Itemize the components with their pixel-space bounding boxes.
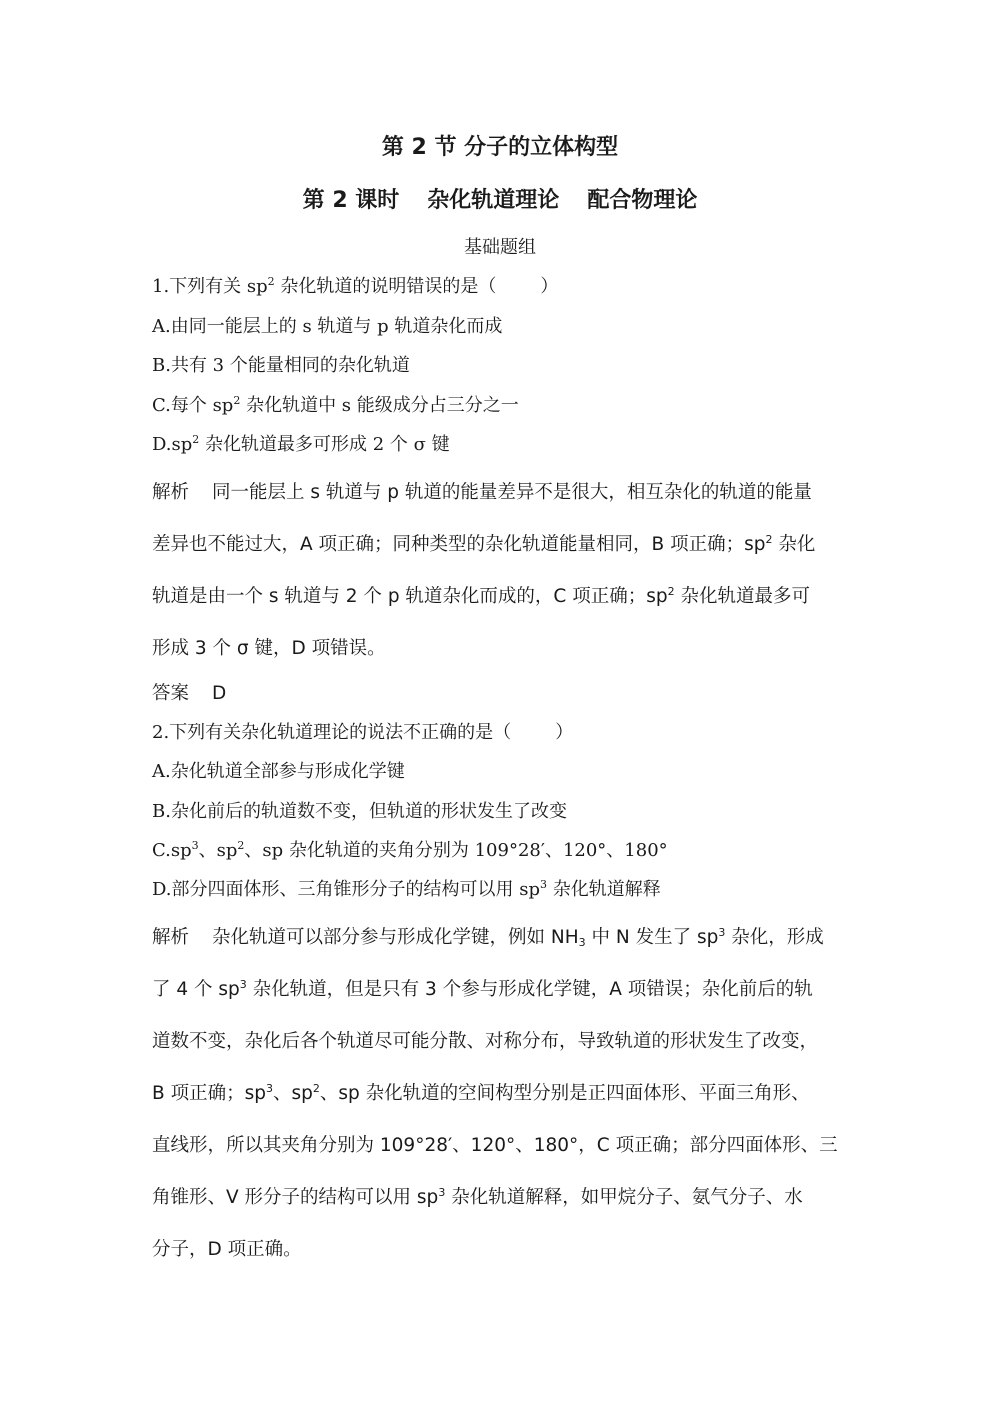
question-1-option-b: B.共有 3 个能量相同的杂化轨道 — [152, 355, 410, 376]
lesson-topic-2: 配合物理论 — [587, 188, 698, 213]
question-1-option-a: A.由同一能层上的 s 轨道与 p 轨道杂化而成 — [152, 316, 503, 337]
question-2-option-d: D.部分四面体形、三角锥形分子的结构可以用 $sp^3$ 杂化轨道解释 — [152, 878, 661, 900]
question-1-option-c: C.每个 $sp^2$ 杂化轨道中 s 能级成分占三分之一 — [152, 394, 519, 416]
lesson-prefix: 第 2 课时 — [302, 188, 400, 213]
section-title: 第 2 节 分子的立体构型 — [381, 135, 619, 160]
question-1-answer — [152, 679, 226, 705]
answer-label: 答案 — [152, 683, 190, 704]
answer-value: D — [212, 683, 227, 704]
question-1-option-d: $D.sp^2$ 杂化轨道最多可形成 2 个 σ 键 — [152, 433, 450, 455]
question-2-option-a: A.杂化轨道全部参与形成化学键 — [152, 761, 405, 782]
lesson-title — [0, 183, 1000, 214]
question-1-stem: 1.下列有关 $sp^2$ 杂化轨道的说明错误的是（ ） — [152, 275, 559, 297]
question-2-option-c: $C.sp^3$、$sp^2$、sp 杂化轨道的夹角分别为 109°28′、120°、180° — [152, 839, 668, 861]
analysis-label: 解析 — [152, 927, 190, 948]
question-2-option-b: B.杂化前后的轨道数不变，但轨道的形状发生了改变 — [152, 801, 567, 822]
lesson-topic-1: 杂化轨道理论 — [427, 188, 560, 213]
analysis-label: 解析 — [152, 482, 190, 503]
question-2-stem: 2.下列有关杂化轨道理论的说法不正确的是（ ） — [152, 722, 574, 743]
group-label: 基础题组 — [464, 237, 536, 258]
